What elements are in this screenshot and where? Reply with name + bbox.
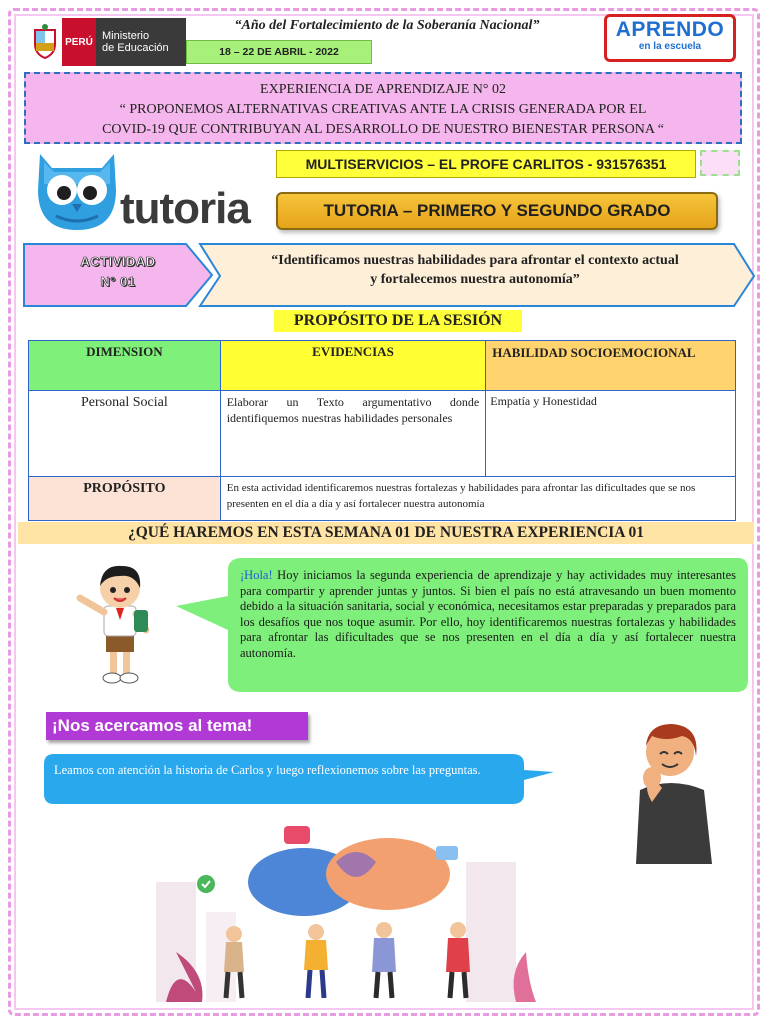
date-range: 18 – 22 DE ABRIL - 2022	[186, 40, 372, 64]
greeting-hola: ¡Hola!	[240, 568, 273, 582]
table-row	[29, 477, 736, 521]
tutoria-logo-text: tutoria	[120, 184, 250, 233]
activity-label-word: ACTIVIDAD	[80, 254, 156, 269]
table-row	[29, 391, 736, 477]
decorative-dashed-box	[700, 150, 740, 176]
experience-title-box	[24, 72, 742, 144]
people-discussion-illustration-icon	[136, 822, 556, 1002]
experience-title-line2: COVID-19 QUE CONTRIBUYAN AL DESARROLLO DE NUESTRO BIENESTAR PERSONA “	[102, 122, 664, 137]
aprendo-logo-title: APRENDO	[615, 18, 725, 41]
purpose-table	[28, 340, 736, 521]
owl-logo-icon	[30, 150, 124, 232]
purpose-heading: PROPÓSITO DE LA SESIÓN	[274, 310, 522, 332]
ministry-name: Ministerio de Educación	[96, 18, 186, 66]
year-motto: “Año del Fortalecimiento de la Soberanía Nacional”	[234, 18, 540, 33]
greeting-body: Hoy iniciamos la segunda experiencia de aprendizaje y hay actividades muy interesantes para compartir y aprender juntas y juntos. Si bien el país no está atravesando un buen momento debido a la situación sanitaria, social y económica, necesitamos estar preparadas y preparados para los desafíos que nos toque asumir. Por ello, hoy identificaremos nuestras fortalezas y habilidades para afrontar las dificultades que se nos presenten en el día a día y así fortalecer nuestra autonomía.	[240, 568, 736, 660]
praying-man-illustration-icon	[622, 716, 718, 864]
instruction-text: Leamos con atención la historia de Carlos y luego reflexionemos sobre las preguntas.	[54, 763, 481, 777]
cell-proposito-label: PROPÓSITO	[29, 477, 221, 521]
cell-proposito-text: En esta actividad identificaremos nuestras fortalezas y habilidades para afrontar las dificultades que se nos presenten en el día a día y así fortalecer nuestra autonomía	[220, 477, 735, 521]
boy-illustration-icon	[72, 560, 166, 690]
activity-title	[220, 251, 730, 289]
activity-label	[34, 252, 202, 292]
col-evidencias: EVIDENCIAS	[220, 341, 486, 391]
theme-heading: ¡Nos acercamos al tema!	[46, 712, 308, 740]
activity-number: N° 01	[100, 274, 136, 289]
cell-evidencia: Elaborar un Texto argumentativo donde identifiquemos nuestras habilidades personales	[220, 391, 486, 477]
activity-title-line1: “Identificamos nuestras habilidades para afrontar el contexto actual	[271, 253, 679, 268]
table-header-row	[29, 341, 736, 391]
greeting-text	[240, 568, 736, 662]
activity-title-line2: y fortalecemos nuestra autonomía”	[370, 272, 580, 287]
col-dimension: DIMENSION	[29, 341, 221, 391]
grade-title-banner: TUTORIA – PRIMERO Y SEGUNDO GRADO	[276, 192, 718, 230]
instruction-bubble	[42, 752, 556, 806]
experience-title-line1: “ PROPONEMOS ALTERNATIVAS CREATIVAS ANTE LA CRISIS GENERADA POR EL	[119, 102, 647, 117]
coat-of-arms-icon	[28, 18, 62, 66]
ministry-logo	[28, 18, 186, 66]
aprendo-logo-subtitle: en la escuela	[638, 41, 702, 52]
cell-habilidad: Empatía y Honestidad	[486, 391, 736, 477]
cell-dimension: Personal Social	[29, 391, 221, 477]
col-habilidad: HABILIDAD SOCIOEMOCIONAL	[486, 341, 736, 391]
week-heading: ¿QUÉ HAREMOS EN ESTA SEMANA 01 DE NUESTRA EXPERIENCIA 01	[18, 522, 754, 544]
multiservicios-banner: MULTISERVICIOS – EL PROFE CARLITOS - 931576351	[276, 150, 696, 178]
ministry-country: PERÚ	[62, 18, 96, 66]
experience-number: EXPERIENCIA DE APRENDIZAJE N° 02	[260, 82, 506, 97]
aprendo-logo	[604, 14, 736, 62]
